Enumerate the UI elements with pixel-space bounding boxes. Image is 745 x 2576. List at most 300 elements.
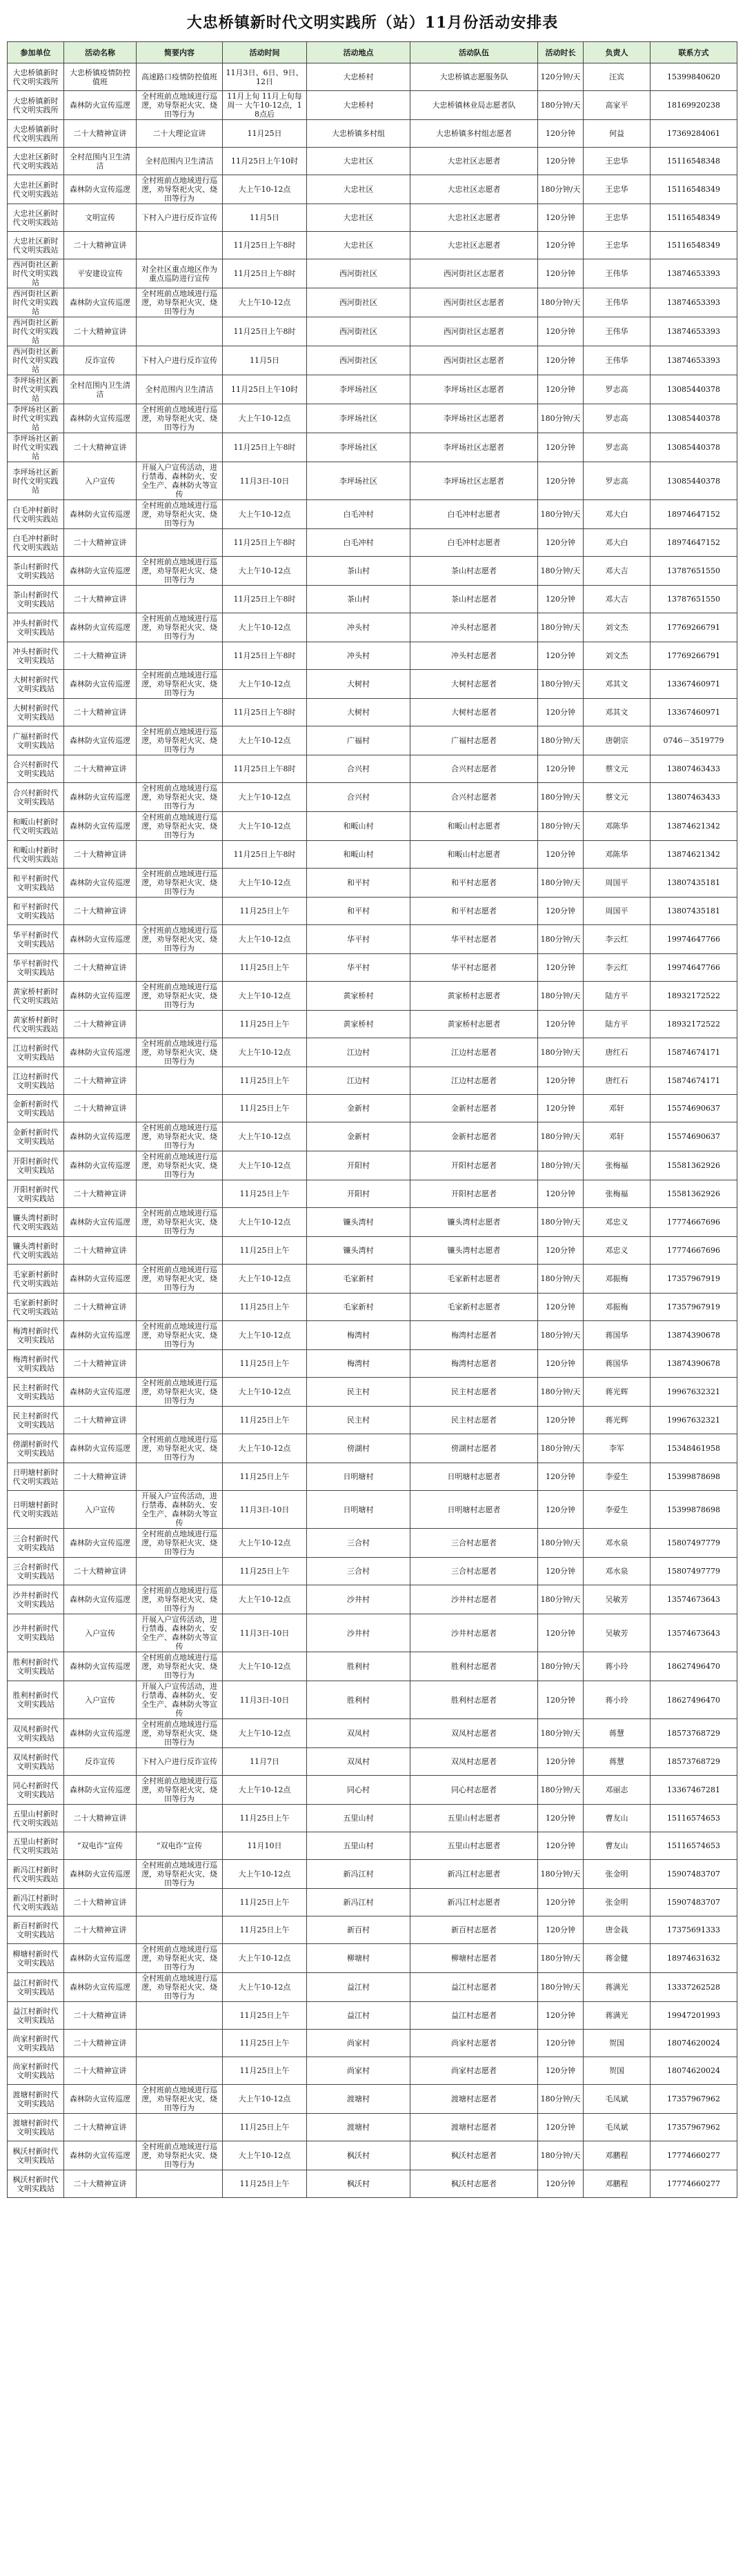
time-cell: 11月5日 bbox=[223, 346, 307, 375]
activity-name-cell: 森林防火宣传巡逻 bbox=[64, 982, 137, 1011]
team-cell: 合兴村志愿者 bbox=[410, 755, 538, 783]
unit-cell: 镰头湾村新时代文明实践站 bbox=[8, 1237, 64, 1265]
time-cell: 大上午10-12点 bbox=[223, 2141, 307, 2170]
contact-cell: 18932172522 bbox=[650, 1011, 737, 1038]
duration-cell: 180分钟/天 bbox=[538, 670, 584, 699]
time-cell: 大上午10-12点 bbox=[223, 1973, 307, 2002]
team-cell: 开阳村志愿者 bbox=[410, 1151, 538, 1180]
team-cell: 大忠桥镇林业局志愿者队 bbox=[410, 91, 538, 120]
contact-cell: 18974647152 bbox=[650, 529, 737, 557]
activity-name-cell: 森林防火宣传巡逻 bbox=[64, 1860, 137, 1889]
location-cell: 日明塘村 bbox=[307, 1463, 410, 1491]
team-cell: 黄家桥村志愿者 bbox=[410, 982, 538, 1011]
person-cell: 张金明 bbox=[584, 1860, 650, 1889]
contact-cell: 13874653393 bbox=[650, 259, 737, 288]
table-row bbox=[8, 1180, 737, 1208]
content-cell: 全村班前点地域进行巡逻，劝导祭祀火灾、烧田等行为 bbox=[137, 1860, 223, 1889]
table-row bbox=[8, 404, 737, 433]
person-cell: 蔡文元 bbox=[584, 783, 650, 812]
content-cell bbox=[137, 2170, 223, 2198]
team-cell: 李坪场社区志愿者 bbox=[410, 462, 538, 500]
content-cell bbox=[137, 433, 223, 462]
table-row bbox=[8, 1558, 737, 1585]
person-cell: 邓大白 bbox=[584, 500, 650, 529]
team-cell: 柳塘村志愿者 bbox=[410, 1944, 538, 1973]
time-cell: 大上午10-12点 bbox=[223, 2085, 307, 2114]
team-cell: 双凤村志愿者 bbox=[410, 1748, 538, 1776]
time-cell: 大上午10-12点 bbox=[223, 1321, 307, 1350]
time-cell: 大上午10-12点 bbox=[223, 404, 307, 433]
unit-cell: 西河街社区新时代文明实践站 bbox=[8, 259, 64, 288]
person-cell: 张梅福 bbox=[584, 1151, 650, 1180]
location-cell: 民主村 bbox=[307, 1407, 410, 1434]
person-cell: 邓其文 bbox=[584, 699, 650, 726]
team-cell: 白毛冲村志愿者 bbox=[410, 500, 538, 529]
content-cell: 全村班前点地域进行巡逻，劝导祭祀火灾、烧田等行为 bbox=[137, 1321, 223, 1350]
unit-cell: 尚家村新时代文明实践站 bbox=[8, 2057, 64, 2085]
time-cell: 11月25日上午 bbox=[223, 898, 307, 925]
table-row bbox=[8, 1529, 737, 1558]
team-cell: 益江村志愿者 bbox=[410, 1973, 538, 2002]
contact-cell: 17774660277 bbox=[650, 2170, 737, 2198]
time-cell: 11月25日上午 bbox=[223, 1011, 307, 1038]
person-cell: 蒋小玲 bbox=[584, 1652, 650, 1681]
person-cell: 邓忠义 bbox=[584, 1237, 650, 1265]
contact-cell: 17774660277 bbox=[650, 2141, 737, 2170]
activity-name-cell: 森林防火宣传巡逻 bbox=[64, 613, 137, 642]
contact-cell: 17357967962 bbox=[650, 2085, 737, 2114]
table-row bbox=[8, 1011, 737, 1038]
duration-cell: 180分钟/天 bbox=[538, 613, 584, 642]
content-cell: 全村班前点地域进行巡逻，劝导祭祀火灾、烧田等行为 bbox=[137, 500, 223, 529]
unit-cell: 日明塘村新时代文明实践站 bbox=[8, 1491, 64, 1529]
time-cell: 大上午10-12点 bbox=[223, 869, 307, 898]
activity-name-cell: 二十大精神宣讲 bbox=[64, 1916, 137, 1944]
contact-cell: 13874653393 bbox=[650, 317, 737, 346]
team-cell: 益江村志愿者 bbox=[410, 2002, 538, 2030]
duration-cell: 180分钟/天 bbox=[538, 1378, 584, 1407]
table-row bbox=[8, 1889, 737, 1916]
duration-cell: 120分钟 bbox=[538, 317, 584, 346]
duration-cell: 180分钟/天 bbox=[538, 925, 584, 954]
location-cell: 江边村 bbox=[307, 1038, 410, 1067]
contact-cell: 13874390678 bbox=[650, 1350, 737, 1378]
activity-name-cell: 二十大精神宣讲 bbox=[64, 1095, 137, 1122]
contact-cell: 15874674171 bbox=[650, 1067, 737, 1095]
team-cell: 三合村志愿者 bbox=[410, 1529, 538, 1558]
team-cell: 和畈山村志愿者 bbox=[410, 841, 538, 869]
table-row bbox=[8, 1805, 737, 1832]
column-header: 负责人 bbox=[584, 42, 650, 63]
duration-cell: 120分钟 bbox=[538, 1294, 584, 1321]
contact-cell: 18932172522 bbox=[650, 982, 737, 1011]
duration-cell: 120分钟 bbox=[538, 1558, 584, 1585]
duration-cell: 180分钟/天 bbox=[538, 500, 584, 529]
team-cell: 五里山村志愿者 bbox=[410, 1832, 538, 1860]
activity-name-cell: 森林防火宣传巡逻 bbox=[64, 1973, 137, 2002]
location-cell: 开阳村 bbox=[307, 1151, 410, 1180]
table-row bbox=[8, 2030, 737, 2057]
duration-cell: 120分钟 bbox=[538, 755, 584, 783]
time-cell: 11月3日-10日 bbox=[223, 1681, 307, 1719]
content-cell: 全村班前点地域进行巡逻，劝导祭祀火灾、烧田等行为 bbox=[137, 982, 223, 1011]
time-cell: 11月25日上午8时 bbox=[223, 232, 307, 259]
location-cell: 江边村 bbox=[307, 1067, 410, 1095]
contact-cell: 15399840620 bbox=[650, 63, 737, 91]
time-cell: 11月25日上午 bbox=[223, 1916, 307, 1944]
activity-name-cell: 森林防火宣传巡逻 bbox=[64, 175, 137, 204]
activity-name-cell: 森林防火宣传巡逻 bbox=[64, 812, 137, 841]
person-cell: 陆方平 bbox=[584, 1011, 650, 1038]
table-row bbox=[8, 2170, 737, 2198]
location-cell: 黄家桥村 bbox=[307, 1011, 410, 1038]
duration-cell: 120分钟 bbox=[538, 375, 584, 404]
team-cell: 镰头湾村志愿者 bbox=[410, 1237, 538, 1265]
table-row bbox=[8, 982, 737, 1011]
duration-cell: 120分钟 bbox=[538, 148, 584, 175]
time-cell: 11月25日上午8时 bbox=[223, 433, 307, 462]
activity-name-cell: 二十大精神宣讲 bbox=[64, 232, 137, 259]
team-cell: 梅湾村志愿者 bbox=[410, 1350, 538, 1378]
table-row bbox=[8, 1265, 737, 1294]
location-cell: 益江村 bbox=[307, 2002, 410, 2030]
activity-name-cell: 二十大精神宣讲 bbox=[64, 841, 137, 869]
time-cell: 大上午10-12点 bbox=[223, 1719, 307, 1748]
duration-cell: 180分钟/天 bbox=[538, 2141, 584, 2170]
team-cell: 新冯江村志愿者 bbox=[410, 1860, 538, 1889]
activity-name-cell: 森林防火宣传巡逻 bbox=[64, 726, 137, 755]
table-row bbox=[8, 586, 737, 613]
unit-cell: 沙井村新时代文明实践站 bbox=[8, 1585, 64, 1614]
team-cell: 毛家新村志愿者 bbox=[410, 1265, 538, 1294]
location-cell: 广福村 bbox=[307, 726, 410, 755]
unit-cell: 冲头村新时代文明实践站 bbox=[8, 642, 64, 670]
contact-cell: 17357967919 bbox=[650, 1294, 737, 1321]
location-cell: 黄家桥村 bbox=[307, 982, 410, 1011]
person-cell: 蒋国华 bbox=[584, 1321, 650, 1350]
person-cell: 王忠华 bbox=[584, 204, 650, 232]
content-cell bbox=[137, 2030, 223, 2057]
contact-cell: 19974647766 bbox=[650, 925, 737, 954]
location-cell: 大忠桥村 bbox=[307, 91, 410, 120]
person-cell: 曹友山 bbox=[584, 1832, 650, 1860]
team-cell: 新百村志愿者 bbox=[410, 1916, 538, 1944]
time-cell: 大上午10-12点 bbox=[223, 1776, 307, 1805]
location-cell: 李坪场社区 bbox=[307, 404, 410, 433]
team-cell: 西河街社区志愿者 bbox=[410, 317, 538, 346]
team-cell: 江边村志愿者 bbox=[410, 1038, 538, 1067]
content-cell: 全村班前点地域进行巡逻，劝导祭祀火灾、烧田等行为 bbox=[137, 1208, 223, 1237]
activity-name-cell: 二十大精神宣讲 bbox=[64, 1067, 137, 1095]
team-cell: 三合村志愿者 bbox=[410, 1558, 538, 1585]
activity-name-cell: 二十大精神宣讲 bbox=[64, 1180, 137, 1208]
column-header: 活动时间 bbox=[223, 42, 307, 63]
activity-name-cell: 森林防火宣传巡逻 bbox=[64, 557, 137, 586]
time-cell: 11月25日 bbox=[223, 120, 307, 148]
activity-name-cell: 入户宣传 bbox=[64, 1491, 137, 1529]
duration-cell: 120分钟 bbox=[538, 2030, 584, 2057]
time-cell: 11月3日、6日、9日、12日 bbox=[223, 63, 307, 91]
person-cell: 蒋满光 bbox=[584, 1973, 650, 2002]
unit-cell: 镰头湾村新时代文明实践站 bbox=[8, 1208, 64, 1237]
team-cell: 大忠桥镇志愿服务队 bbox=[410, 63, 538, 91]
time-cell: 大上午10-12点 bbox=[223, 1038, 307, 1067]
contact-cell: 15116574653 bbox=[650, 1805, 737, 1832]
location-cell: 白毛冲村 bbox=[307, 529, 410, 557]
location-cell: 枫沃村 bbox=[307, 2170, 410, 2198]
column-header: 简要内容 bbox=[137, 42, 223, 63]
team-cell: 和平村志愿者 bbox=[410, 869, 538, 898]
person-cell: 邓振梅 bbox=[584, 1294, 650, 1321]
activity-name-cell: 森林防火宣传巡逻 bbox=[64, 1652, 137, 1681]
content-cell: 全村班前点地域进行巡逻，劝导祭祀火灾、烧田等行为 bbox=[137, 925, 223, 954]
unit-cell: 和畈山村新时代文明实践站 bbox=[8, 812, 64, 841]
content-cell: 全村班前点地域进行巡逻，劝导祭祀火灾、烧田等行为 bbox=[137, 869, 223, 898]
time-cell: 11月25日上午 bbox=[223, 2030, 307, 2057]
contact-cell: 15116548349 bbox=[650, 232, 737, 259]
contact-cell: 19947201993 bbox=[650, 2002, 737, 2030]
location-cell: 和平村 bbox=[307, 898, 410, 925]
table-row bbox=[8, 346, 737, 375]
contact-cell: 13874653393 bbox=[650, 288, 737, 317]
duration-cell: 120分钟 bbox=[538, 1237, 584, 1265]
content-cell bbox=[137, 1350, 223, 1378]
time-cell: 11月25日上午 bbox=[223, 2114, 307, 2141]
duration-cell: 180分钟/天 bbox=[538, 1208, 584, 1237]
table-row bbox=[8, 1122, 737, 1151]
activity-name-cell: 全村范围内卫生清洁 bbox=[64, 375, 137, 404]
activity-name-cell: 二十大精神宣讲 bbox=[64, 1350, 137, 1378]
table-row bbox=[8, 783, 737, 812]
content-cell: 高速路口疫情防控值班 bbox=[137, 63, 223, 91]
person-cell: 蒋慧 bbox=[584, 1748, 650, 1776]
contact-cell: 13807435181 bbox=[650, 898, 737, 925]
person-cell: 蒋慧 bbox=[584, 1719, 650, 1748]
contact-cell: 18573768729 bbox=[650, 1719, 737, 1748]
contact-cell: 13874621342 bbox=[650, 841, 737, 869]
location-cell: 梅湾村 bbox=[307, 1350, 410, 1378]
team-cell: 沙井村志愿者 bbox=[410, 1614, 538, 1652]
table-row bbox=[8, 1151, 737, 1180]
table-row bbox=[8, 1434, 737, 1463]
unit-cell: 和平村新时代文明实践站 bbox=[8, 898, 64, 925]
contact-cell: 18627496470 bbox=[650, 1652, 737, 1681]
person-cell: 蒋小玲 bbox=[584, 1681, 650, 1719]
person-cell: 罗志高 bbox=[584, 375, 650, 404]
table-row bbox=[8, 1860, 737, 1889]
contact-cell: 15116574653 bbox=[650, 1832, 737, 1860]
location-cell: 合兴村 bbox=[307, 755, 410, 783]
time-cell: 大上午10-12点 bbox=[223, 670, 307, 699]
unit-cell: 李坪场社区新时代文明实践站 bbox=[8, 375, 64, 404]
duration-cell: 180分钟/天 bbox=[538, 175, 584, 204]
table-row bbox=[8, 2057, 737, 2085]
activity-name-cell: 二十大精神宣讲 bbox=[64, 755, 137, 783]
unit-cell: 枫沃村新时代文明实践站 bbox=[8, 2141, 64, 2170]
location-cell: 渡塘村 bbox=[307, 2114, 410, 2141]
content-cell bbox=[137, 898, 223, 925]
time-cell: 大上午10-12点 bbox=[223, 1434, 307, 1463]
unit-cell: 傍湖村新时代文明实践站 bbox=[8, 1434, 64, 1463]
location-cell: 金新村 bbox=[307, 1095, 410, 1122]
time-cell: 11月25日上午10时 bbox=[223, 375, 307, 404]
duration-cell: 120分钟 bbox=[538, 462, 584, 500]
person-cell: 张梅福 bbox=[584, 1180, 650, 1208]
team-cell: 胜利村志愿者 bbox=[410, 1652, 538, 1681]
content-cell: 下村入户进行反诈宣传 bbox=[137, 204, 223, 232]
activity-name-cell: 二十大精神宣讲 bbox=[64, 2030, 137, 2057]
duration-cell: 120分钟 bbox=[538, 433, 584, 462]
location-cell: 枫沃村 bbox=[307, 2141, 410, 2170]
content-cell bbox=[137, 2057, 223, 2085]
time-cell: 11月25日上午 bbox=[223, 2057, 307, 2085]
activity-name-cell: 森林防火宣传巡逻 bbox=[64, 404, 137, 433]
contact-cell: 13367460971 bbox=[650, 670, 737, 699]
location-cell: 大忠社区 bbox=[307, 175, 410, 204]
unit-cell: 和平村新时代文明实践站 bbox=[8, 869, 64, 898]
content-cell: 全村班前点地域进行巡逻，劝导祭祀火灾、烧田等行为 bbox=[137, 288, 223, 317]
time-cell: 大上午10-12点 bbox=[223, 613, 307, 642]
person-cell: 邓鹏程 bbox=[584, 2141, 650, 2170]
person-cell: 邓轩 bbox=[584, 1122, 650, 1151]
contact-cell: 13874390678 bbox=[650, 1321, 737, 1350]
activity-name-cell: 二十大精神宣讲 bbox=[64, 954, 137, 982]
column-header: 活动名称 bbox=[64, 42, 137, 63]
duration-cell: 120分钟 bbox=[538, 1889, 584, 1916]
activity-name-cell: 森林防火宣传巡逻 bbox=[64, 2085, 137, 2114]
table-row bbox=[8, 2114, 737, 2141]
table-row bbox=[8, 462, 737, 500]
location-cell: 合兴村 bbox=[307, 783, 410, 812]
activity-name-cell: 二十大精神宣讲 bbox=[64, 2002, 137, 2030]
contact-cell: 15574690637 bbox=[650, 1122, 737, 1151]
time-cell: 11月7日 bbox=[223, 1748, 307, 1776]
person-cell: 何益 bbox=[584, 120, 650, 148]
table-row bbox=[8, 1407, 737, 1434]
time-cell: 11月3日-10日 bbox=[223, 462, 307, 500]
unit-cell: 茶山村新时代文明实践站 bbox=[8, 557, 64, 586]
team-cell: 新冯江村志愿者 bbox=[410, 1889, 538, 1916]
person-cell: 周国平 bbox=[584, 898, 650, 925]
activity-name-cell: 二十大精神宣讲 bbox=[64, 2170, 137, 2198]
contact-cell: 15907483707 bbox=[650, 1860, 737, 1889]
time-cell: 11月3日-10日 bbox=[223, 1491, 307, 1529]
contact-cell: 13807435181 bbox=[650, 869, 737, 898]
time-cell: 11月上旬 11月上旬每周一 大午10-12点，18点后 bbox=[223, 91, 307, 120]
person-cell: 李爱生 bbox=[584, 1491, 650, 1529]
content-cell bbox=[137, 232, 223, 259]
unit-cell: 双凤村新时代文明实践站 bbox=[8, 1719, 64, 1748]
unit-cell: 新冯江村新时代文明实践站 bbox=[8, 1860, 64, 1889]
duration-cell: 120分钟 bbox=[538, 1011, 584, 1038]
contact-cell: 15581362926 bbox=[650, 1180, 737, 1208]
table-row bbox=[8, 433, 737, 462]
duration-cell: 180分钟/天 bbox=[538, 557, 584, 586]
table-row bbox=[8, 91, 737, 120]
activity-name-cell: 森林防火宣传巡逻 bbox=[64, 1585, 137, 1614]
duration-cell: 180分钟/天 bbox=[538, 404, 584, 433]
contact-cell: 13085440378 bbox=[650, 433, 737, 462]
team-cell: 华平村志愿者 bbox=[410, 925, 538, 954]
team-cell: 金新村志愿者 bbox=[410, 1122, 538, 1151]
person-cell: 李军 bbox=[584, 1434, 650, 1463]
location-cell: 毛家新村 bbox=[307, 1294, 410, 1321]
content-cell bbox=[137, 1916, 223, 1944]
duration-cell: 180分钟/天 bbox=[538, 1973, 584, 2002]
duration-cell: 180分钟/天 bbox=[538, 1434, 584, 1463]
contact-cell: 13367460971 bbox=[650, 699, 737, 726]
unit-cell: 梅湾村新时代文明实践站 bbox=[8, 1321, 64, 1350]
time-cell: 大上午10-12点 bbox=[223, 1122, 307, 1151]
team-cell: 梅湾村志愿者 bbox=[410, 1321, 538, 1350]
duration-cell: 120分钟 bbox=[538, 259, 584, 288]
activity-name-cell: 森林防火宣传巡逻 bbox=[64, 288, 137, 317]
unit-cell: 渡塘村新时代文明实践站 bbox=[8, 2085, 64, 2114]
table-row bbox=[8, 288, 737, 317]
unit-cell: 日明塘村新时代文明实践站 bbox=[8, 1463, 64, 1491]
activity-name-cell: 入户宣传 bbox=[64, 1614, 137, 1652]
location-cell: 李坪场社区 bbox=[307, 462, 410, 500]
person-cell: 唐红石 bbox=[584, 1038, 650, 1067]
table-row bbox=[8, 1719, 737, 1748]
content-cell: 全村班前点地域进行巡逻，劝导祭祀火灾、烧田等行为 bbox=[137, 783, 223, 812]
unit-cell: 胜利村新时代文明实践站 bbox=[8, 1652, 64, 1681]
table-row bbox=[8, 1748, 737, 1776]
table-row bbox=[8, 232, 737, 259]
content-cell: 全村班前点地域进行巡逻，劝导祭祀火灾、烧田等行为 bbox=[137, 1378, 223, 1407]
table-row bbox=[8, 2002, 737, 2030]
unit-cell: 开阳村新时代文明实践站 bbox=[8, 1180, 64, 1208]
content-cell: 全村班前点地域进行巡逻，劝导祭祀火灾、烧田等行为 bbox=[137, 2085, 223, 2114]
duration-cell: 180分钟/天 bbox=[538, 91, 584, 120]
team-cell: 冲头村志愿者 bbox=[410, 642, 538, 670]
content-cell: 全村班前点地域进行巡逻，劝导祭祀火灾、烧田等行为 bbox=[137, 1038, 223, 1067]
time-cell: 11月25日上午 bbox=[223, 1805, 307, 1832]
location-cell: 沙井村 bbox=[307, 1614, 410, 1652]
activity-name-cell: 森林防火宣传巡逻 bbox=[64, 91, 137, 120]
time-cell: 11月25日上午 bbox=[223, 1889, 307, 1916]
contact-cell: 13085440378 bbox=[650, 375, 737, 404]
content-cell bbox=[137, 529, 223, 557]
unit-cell: 黄家桥村新时代文明实践站 bbox=[8, 982, 64, 1011]
team-cell: 大树村志愿者 bbox=[410, 699, 538, 726]
content-cell: 全村范围内卫生清洁 bbox=[137, 148, 223, 175]
activity-name-cell: 森林防火宣传巡逻 bbox=[64, 1776, 137, 1805]
unit-cell: 西河街社区新时代文明实践站 bbox=[8, 317, 64, 346]
person-cell: 邓大吉 bbox=[584, 557, 650, 586]
time-cell: 大上午10-12点 bbox=[223, 1944, 307, 1973]
content-cell: 开展入户宣传活动，进行禁毒、森林防火、安全生产、森林防火等宣传 bbox=[137, 462, 223, 500]
duration-cell: 120分钟 bbox=[538, 1748, 584, 1776]
time-cell: 11月25日上午10时 bbox=[223, 148, 307, 175]
activity-name-cell: 大忠桥镇疫情防控值班 bbox=[64, 63, 137, 91]
unit-cell: 梅湾村新时代文明实践站 bbox=[8, 1350, 64, 1378]
activity-name-cell: 森林防火宣传巡逻 bbox=[64, 1122, 137, 1151]
time-cell: 大上午10-12点 bbox=[223, 726, 307, 755]
activity-name-cell: 二十大精神宣讲 bbox=[64, 1889, 137, 1916]
table-row bbox=[8, 1944, 737, 1973]
contact-cell: 19967632321 bbox=[650, 1378, 737, 1407]
unit-cell: 大忠社区新时代文明实践站 bbox=[8, 148, 64, 175]
unit-cell: 大忠桥镇新时代文明实践所 bbox=[8, 91, 64, 120]
contact-cell: 18169920238 bbox=[650, 91, 737, 120]
contact-cell: 15116548349 bbox=[650, 175, 737, 204]
activity-name-cell: 反诈宣传 bbox=[64, 346, 137, 375]
team-cell: 渡塘村志愿者 bbox=[410, 2085, 538, 2114]
person-cell: 周国平 bbox=[584, 869, 650, 898]
activity-name-cell: 森林防火宣传巡逻 bbox=[64, 2141, 137, 2170]
content-cell: 全村班前点地域进行巡逻，劝导祭祀火灾、烧田等行为 bbox=[137, 1776, 223, 1805]
